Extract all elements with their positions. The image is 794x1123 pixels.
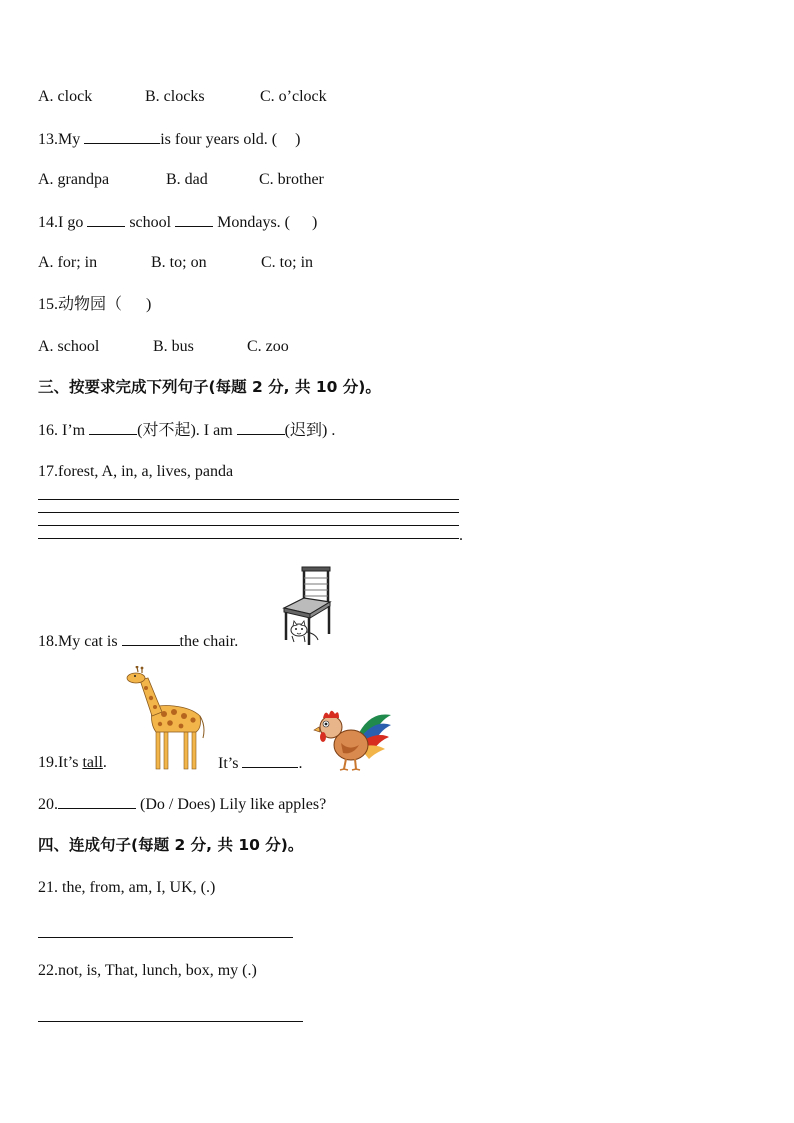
q12-option-a: A. clock — [38, 88, 93, 105]
q16-hint-1: (对不起). I am — [137, 422, 233, 439]
q14-option-a: A. for; in — [38, 254, 98, 271]
question-17: 17.forest, A, in, a, lives, panda — [38, 463, 234, 480]
q19-second-prefix: It’s — [218, 755, 239, 772]
q19-blank[interactable] — [242, 753, 298, 768]
q14-blank-2[interactable] — [175, 212, 213, 227]
q13-suffix: is four years old. ( — [160, 131, 278, 148]
q13-close-paren: ) — [295, 131, 301, 148]
q19-prefix: 19.It’s — [38, 754, 79, 771]
question-14 — [38, 212, 317, 233]
q17-answer-line-4[interactable] — [38, 538, 459, 539]
question-19-part-1 — [38, 753, 107, 773]
question-20 — [38, 794, 326, 815]
question-21: 21. the, from, am, I, UK, (.) — [38, 879, 216, 896]
section-3-heading: 三、按要求完成下列句子(每题 2 分, 共 10 分)。 — [38, 378, 381, 396]
q20-suffix: (Do / Does) Lily like apples? — [140, 796, 327, 813]
q17-answer-line-1[interactable] — [38, 499, 459, 500]
q13-option-c: C. brother — [259, 171, 324, 188]
q14-option-b: B. to; on — [151, 254, 207, 271]
q15-close-paren: ) — [146, 296, 152, 313]
question-15 — [38, 295, 151, 315]
q17-answer-line-3[interactable] — [38, 525, 459, 526]
question-16 — [38, 420, 335, 441]
q13-option-b: B. dad — [166, 171, 208, 188]
q16-blank-2[interactable] — [237, 420, 285, 435]
q13-blank[interactable] — [84, 129, 160, 144]
q20-prefix: 20. — [38, 796, 58, 813]
q15-option-a: A. school — [38, 338, 100, 355]
q19-end: . — [298, 755, 303, 772]
q15-text: 15.动物园（ — [38, 296, 123, 313]
q18-blank[interactable] — [122, 631, 180, 646]
q20-blank[interactable] — [58, 794, 136, 809]
q12-option-b: B. clocks — [145, 88, 205, 105]
question-13 — [38, 129, 300, 150]
q14-close-paren: ) — [312, 214, 318, 231]
q14-mid: school — [129, 214, 172, 231]
q15-option-c: C. zoo — [247, 338, 289, 355]
q17-end-mark: . — [459, 527, 463, 544]
q12-option-c: C. o’clock — [260, 88, 327, 105]
question-22: 22.not, is, That, lunch, box, my (.) — [38, 962, 257, 979]
q14-suffix: Mondays. ( — [217, 214, 290, 231]
rooster-icon — [313, 703, 393, 771]
q14-option-c: C. to; in — [261, 254, 314, 271]
q19-word-tall: tall — [82, 754, 103, 771]
q19-period: . — [102, 754, 107, 771]
question-18 — [38, 631, 238, 652]
q16-hint-2: (迟到) . — [284, 422, 336, 439]
q16-blank-1[interactable] — [89, 420, 137, 435]
q13-option-a: A. grandpa — [38, 171, 110, 188]
q22-answer-line[interactable] — [38, 1021, 303, 1022]
q14-blank-1[interactable] — [87, 212, 125, 227]
q14-prefix: 14.I go — [38, 214, 84, 231]
q13-prefix: 13.My — [38, 131, 81, 148]
q16-prefix: 16. I’m — [38, 422, 86, 439]
section-4-heading: 四、连成句子(每题 2 分, 共 10 分)。 — [38, 836, 304, 854]
q18-prefix: 18.My cat is — [38, 633, 118, 650]
q15-option-b: B. bus — [153, 338, 194, 355]
q21-answer-line[interactable] — [38, 937, 293, 938]
chair-with-cat-icon — [278, 566, 334, 646]
q18-suffix: the chair. — [179, 633, 239, 650]
giraffe-icon — [126, 666, 206, 770]
q17-answer-line-2[interactable] — [38, 512, 459, 513]
question-19-part-2 — [218, 753, 302, 774]
